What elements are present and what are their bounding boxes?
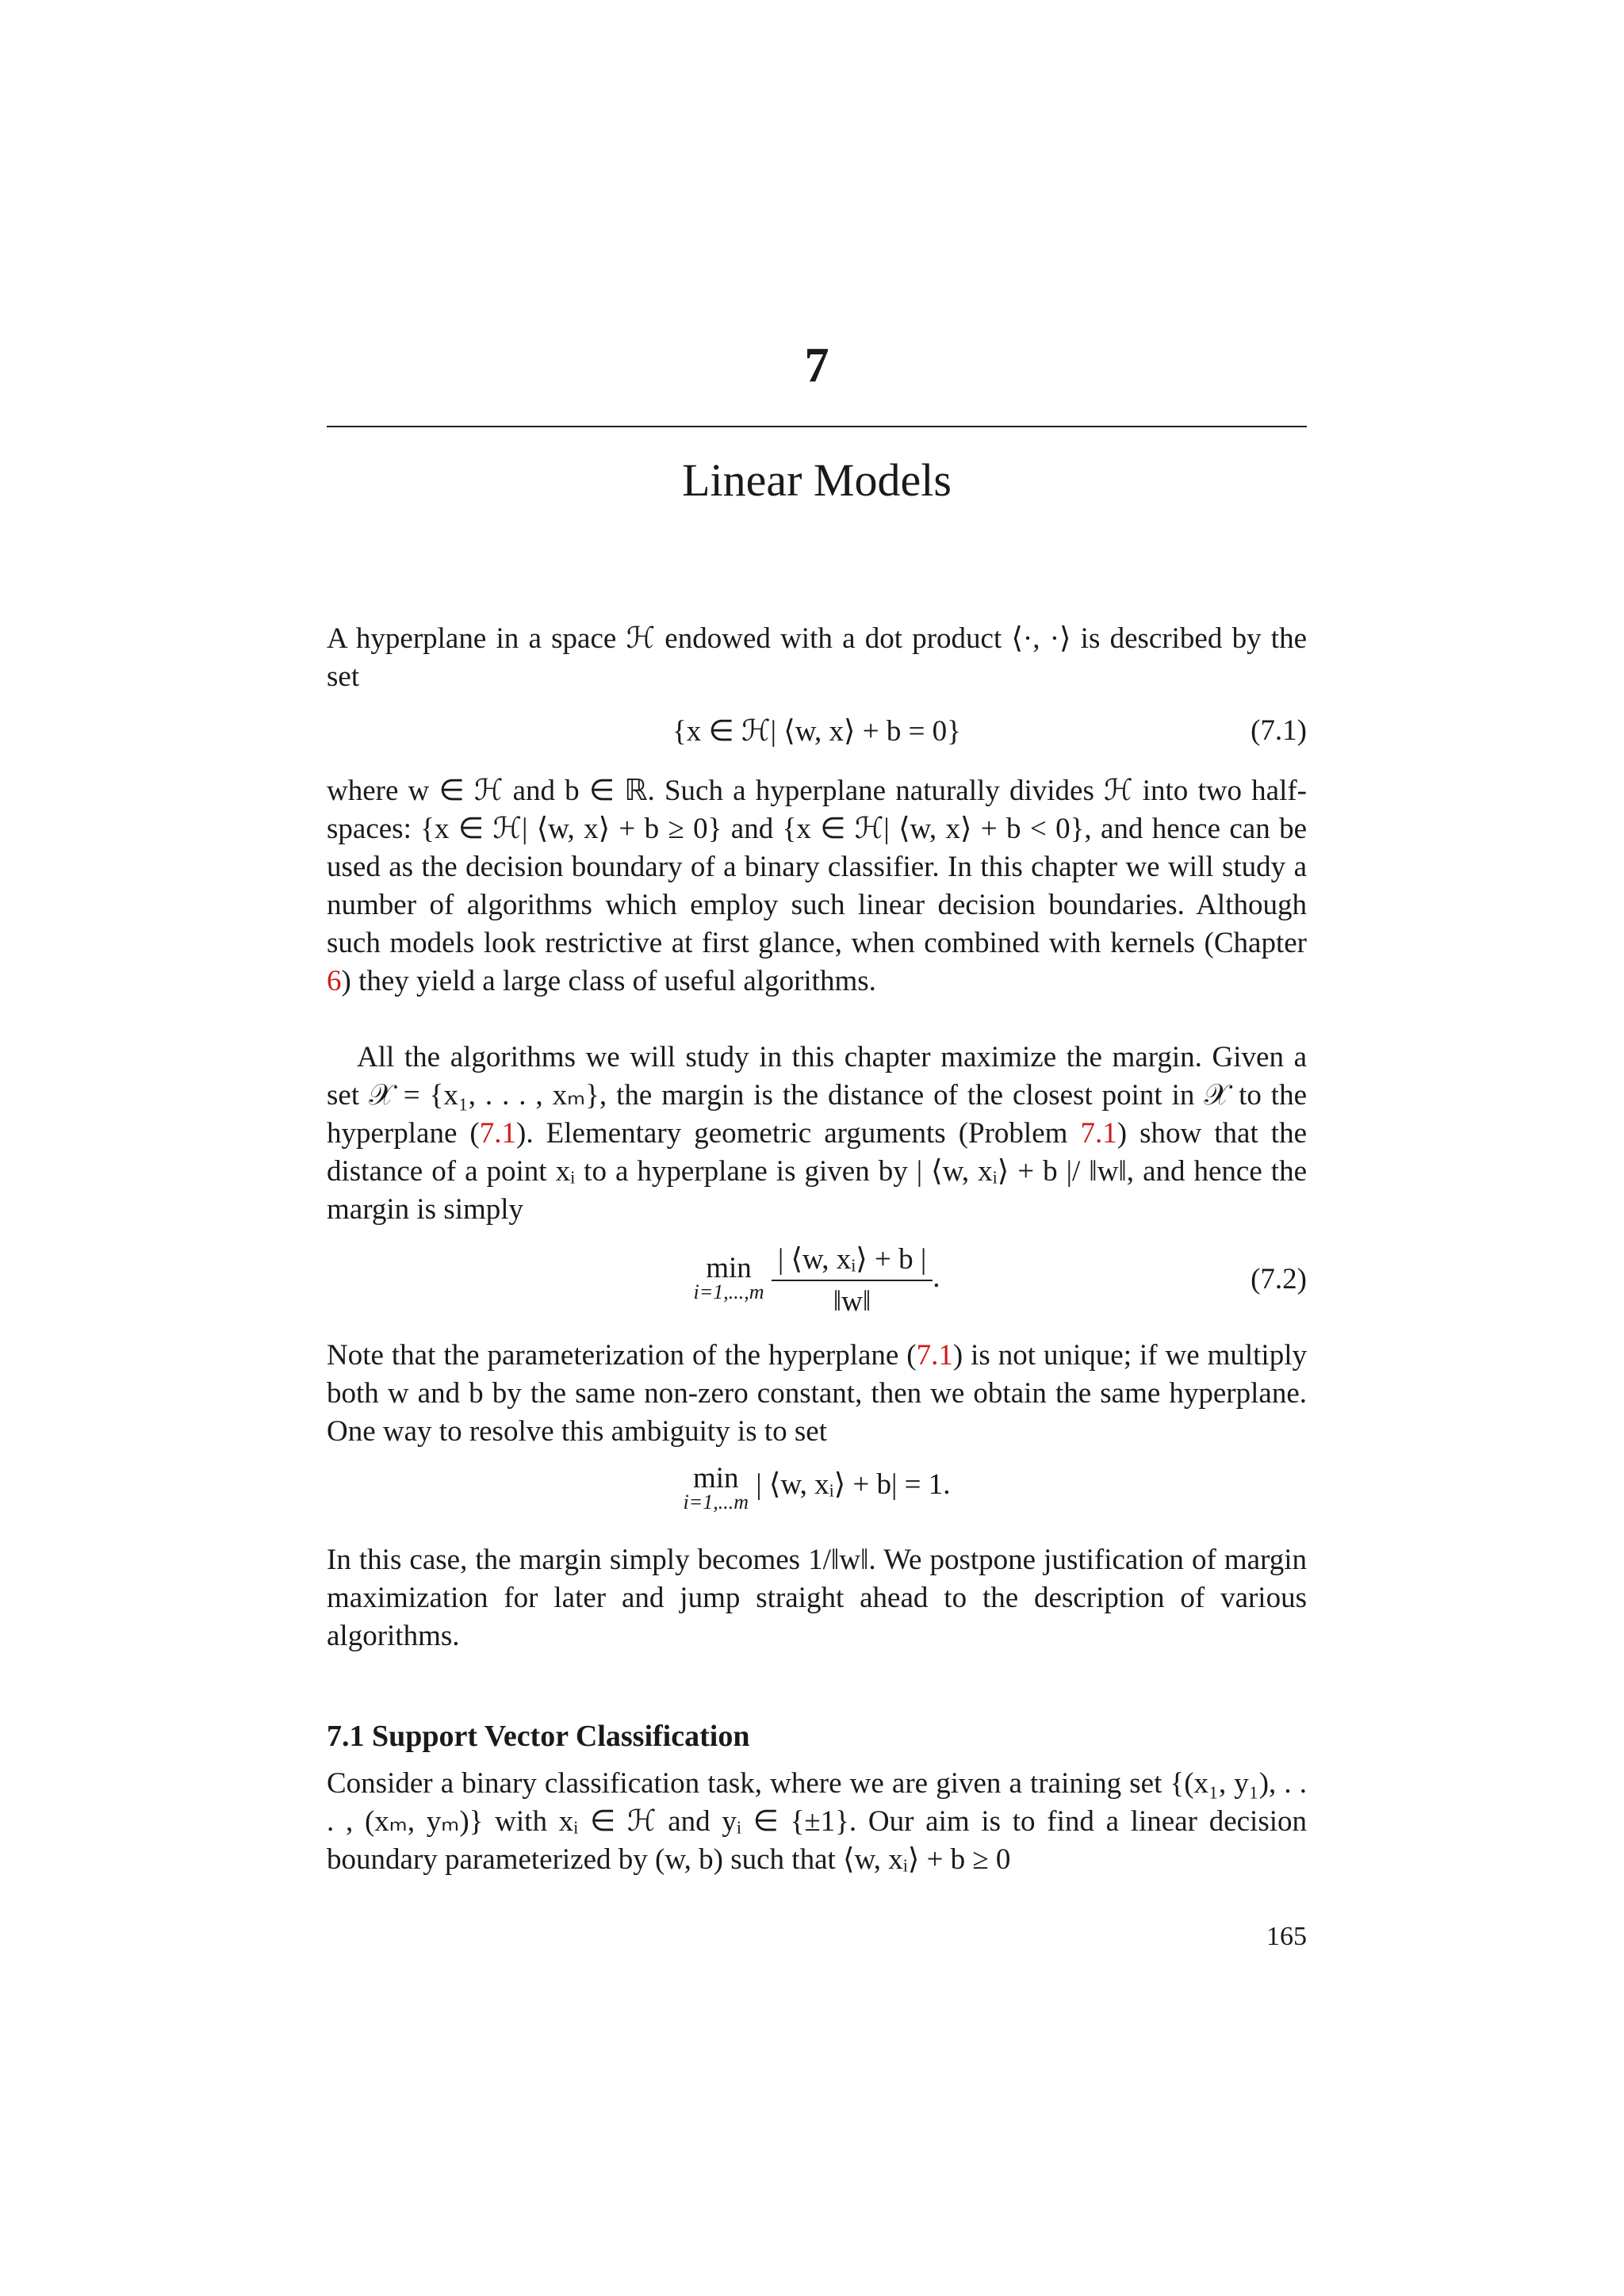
paragraph-text: ) is not unique; if we multiply both w and b by the same non-zero constant, then we obtain the same hyperplane. One way to resolve this ambiguity is to set <box>327 1339 1307 1448</box>
paragraph-svc <box>327 1765 1307 1879</box>
paragraph-text: In this case, the margin simply becomes 1/‖w‖. We postpone justification of margin maximization for later and jump straight ahead to the description of various algorithms. <box>327 1544 1307 1652</box>
chapter-rule <box>327 426 1307 427</box>
paragraph-margin <box>327 1039 1307 1229</box>
chapter-reference-link[interactable]: 6 <box>327 965 342 997</box>
min-operator: min i=1,...m <box>683 1462 749 1513</box>
paragraph-parameterization <box>327 1337 1307 1451</box>
problem-reference-link[interactable]: 7.1 <box>1080 1117 1117 1150</box>
paragraph-text: ) they yield a large class of useful algorithms. <box>341 965 876 997</box>
equation-reference-link[interactable]: 7.1 <box>916 1339 953 1372</box>
min-operator: min i=1,...,m <box>693 1251 764 1303</box>
paragraph-text: where w ∈ ℋ and b ∈ ℝ. Such a hyperplane naturally divides ℋ into two half-spaces: {x ∈ ℋ| ⟨w, x⟩ + b ≥ 0} and {x ∈ ℋ| ⟨w, x⟩ + b < 0}, and hence can be used as the decision boundary of a binary classifier. In this chapter we will study a number of algorithms which employ such linear decision boundaries. Although such models look restrictive at first glance, when combined with kernels (Chapter <box>327 775 1307 959</box>
chapter-number: 7 <box>804 339 829 392</box>
paragraph-text: ) show that the distance of a point xᵢ to a hyperplane is given by | ⟨w, xᵢ⟩ + b |/ ‖w‖, and hence the margin is simply <box>327 1117 1308 1226</box>
fraction-denominator: ‖w‖ <box>833 1285 871 1318</box>
paragraph-half-spaces <box>327 772 1307 1001</box>
paragraph-postpone <box>327 1541 1307 1655</box>
paragraph-intro <box>327 620 1307 696</box>
equation-7-2: min i=1,...,m $\frac{\text{| ⟨w, xᵢ⟩ + b |}}{‖w‖}$ . (7.2) <box>693 1243 1307 1318</box>
page <box>327 0 1307 2296</box>
equation-number: (7.1) <box>1251 714 1307 747</box>
paragraph-text: ). Elementary geometric arguments (Problem <box>516 1117 1081 1150</box>
page-number: 165 <box>1266 1922 1307 1951</box>
equation-normalization <box>327 1462 1307 1530</box>
paragraph-text: All the algorithms we will study in this chapter maximize the margin. Given a set 𝒳 = {x₁, . . . , xₘ}, the margin is the distance of the closest point in 𝒳 to the hyperplane ( <box>327 1041 1307 1150</box>
min-subscript: i=1,...m <box>683 1490 749 1513</box>
equation-reference-link[interactable]: 7.1 <box>479 1117 516 1150</box>
equation-7-1 <box>327 714 1307 761</box>
chapter-title: Linear Models <box>682 454 952 506</box>
paragraph-text: Note that the parameterization of the hyperplane ( <box>327 1339 917 1372</box>
paragraph-text: A hyperplane in a space ℋ endowed with a dot product ⟨·, ·⟩ is described by the set <box>327 622 1307 693</box>
fraction-numerator: | ⟨w, xᵢ⟩ + b | <box>772 1242 933 1281</box>
section-heading: 7.1 Support Vector Classification <box>327 1720 750 1753</box>
equation-body: {x ∈ ℋ| ⟨w, x⟩ + b = 0} <box>672 715 961 748</box>
fraction <box>772 1242 933 1318</box>
equation-number: (7.2) <box>1251 1263 1307 1295</box>
min-subscript: i=1,...,m <box>693 1280 764 1303</box>
equation-body: | ⟨w, xᵢ⟩ + b| = 1. <box>756 1468 951 1501</box>
paragraph-text: Consider a binary classification task, where we are given a training set {(x₁, y₁), . . . , (xₘ, yₘ)} with xᵢ ∈ ℋ and yᵢ ∈ {±1}. Our aim is to find a linear decision boundary parameterized by (w, b) such that ⟨w, xᵢ⟩ + b ≥ 0 <box>327 1767 1307 1876</box>
